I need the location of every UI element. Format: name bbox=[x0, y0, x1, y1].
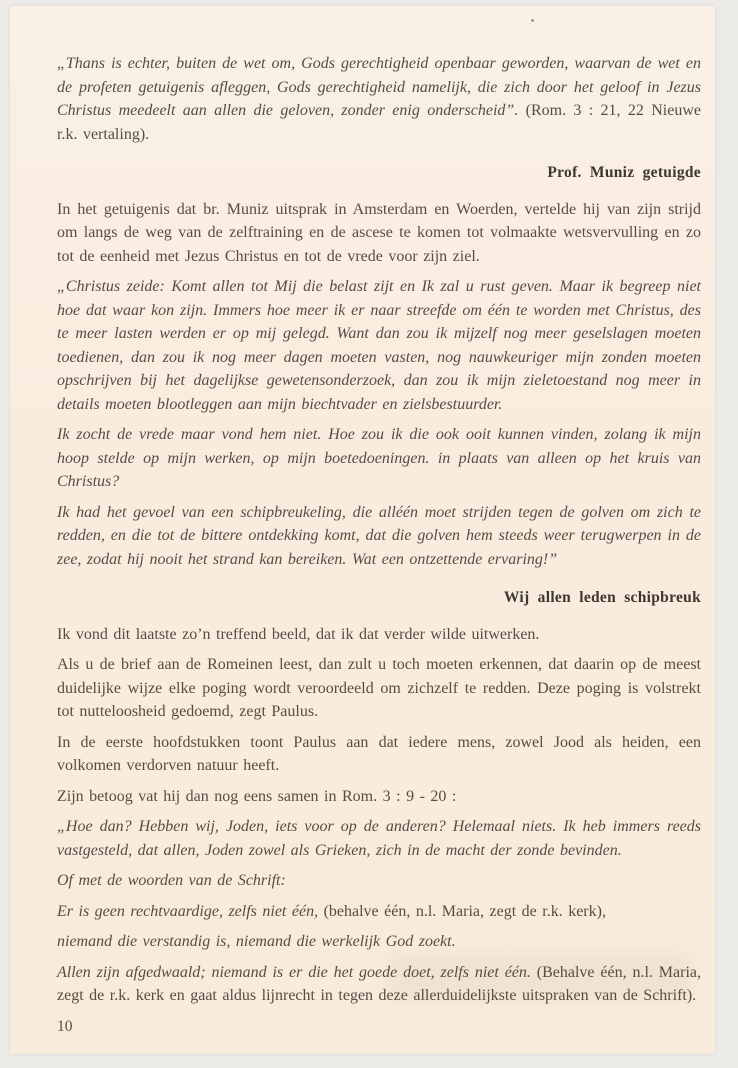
section-heading bbox=[57, 586, 701, 610]
quote-paragraph bbox=[57, 52, 701, 146]
body-paragraph bbox=[57, 731, 701, 778]
roman-text-segment: (Rom. 3 : 21, 22 Nieuwe r.k. vertaling). bbox=[57, 102, 701, 143]
italic-text-segment: niemand die verstandig is, niemand die werkelijk God zoekt. bbox=[57, 933, 456, 950]
scan-speck-artifact bbox=[531, 19, 534, 22]
body-paragraph bbox=[57, 653, 701, 724]
quote-paragraph bbox=[57, 275, 701, 416]
italic-text-segment: „Hoe dan? Hebben wij, Joden, iets voor op de anderen? Helemaal niets. Ik heb immers reeds vastgesteld, dat allen, Joden zowel als Grieken, zich in de macht der zonde bevinden. bbox=[57, 818, 701, 859]
roman-text-segment: Als u de brief aan de Romeinen leest, dan zult u toch moeten erkennen, dat daarin op de meest duidelijke wijze elke poging wordt veroordeeld om zichzelf te redden. Deze poging is volstrekt tot nutteloosheid gedoemd, zegt Paulus. bbox=[57, 656, 701, 720]
italic-text-segment: „Christus zeide: Komt allen tot Mij die belast zijt en Ik zal u rust geven. Maar ik begreep niet hoe dat waar kon zijn. Immers hoe meer ik er naar streefde om één te worden met Christus, des te meer lasten werden er op mij gelegd. Want dan zou ik mijzelf nog meer geselslagen moeten toedienen, dan zou ik nog meer dagen moeten vasten, nog nauwkeuriger mijn zonden moeten opschrijven bij het dagelijkse gewetensonderzoek, dan zou ik mijn zieletoestand nog meer in details moeten blootleggen aan mijn biechtvader en zielsbestuurder. bbox=[57, 278, 701, 413]
page-content bbox=[57, 52, 701, 1045]
italic-text-segment: „Thans is echter, buiten de wet om, Gods gerechtigheid openbaar geworden, waarvan de wet en de profeten getuigenis afleggen, Gods gerechtigheid namelijk, die zich door het geloof in Jezus Christus meedeelt aan allen die geloven, zonder enig onderscheid”. bbox=[57, 55, 701, 119]
quote-paragraph bbox=[57, 501, 701, 572]
quote-paragraph bbox=[57, 961, 701, 1008]
roman-text-segment: Prof. Muniz getuigde bbox=[547, 164, 701, 181]
roman-text-segment: Wij allen leden schipbreuk bbox=[503, 589, 701, 606]
section-heading bbox=[57, 161, 701, 185]
page-number: 10 bbox=[57, 1017, 73, 1035]
italic-text-segment: Ik had het gevoel van een schipbreukeling, die alléén moet strijden tegen de golven om zich te redden, en die tot de bittere ontdekking komt, dat die golven hem steeds weer terugwerpen in de zee, zodat hij nooit het strand kan bereiken. Wat een ontzettende ervaring!” bbox=[57, 503, 701, 568]
italic-text-segment: Ik zocht de vrede maar vond hem niet. Hoe zou ik die ook ooit kunnen vinden, zolang ik mijn hoop stelde op mijn werken, op mijn boetedoeningen. in plaats van alleen op het kruis van Christus? bbox=[57, 426, 701, 490]
quote-paragraph bbox=[57, 423, 701, 494]
body-paragraph bbox=[57, 785, 701, 809]
roman-text-segment: (behalve één, n.l. Maria, zegt de r.k. kerk), bbox=[323, 902, 606, 920]
italic-text-segment: Of met de woorden van de Schrift: bbox=[57, 872, 286, 889]
quote-paragraph bbox=[57, 869, 701, 893]
italic-text-segment: Er is geen rechtvaardige, zelfs niet één, bbox=[57, 902, 324, 920]
quote-paragraph bbox=[57, 900, 701, 924]
roman-text-segment: In de eerste hoofdstukken toont Paulus aan dat iedere mens, zowel Jood als heiden, een volkomen verdorven natuur heeft. bbox=[57, 733, 701, 774]
quote-paragraph bbox=[57, 815, 701, 862]
roman-text-segment: Ik vond dit laatste zo’n treffend beeld, dat ik dat verder wilde uitwerken. bbox=[57, 625, 540, 643]
roman-text-segment: Zijn betoog vat hij dan nog eens samen in Rom. 3 : 9 - 20 : bbox=[57, 787, 457, 805]
roman-text-segment: (Behalve één, n.l. Maria, zegt de r.k. kerk en gaat aldus lijnrecht in tegen deze allerduidelijkste uitspraken van de Schrift). bbox=[57, 963, 701, 1004]
body-paragraph bbox=[57, 198, 701, 269]
italic-text-segment: Allen zijn afgedwaald; niemand is er die het goede doet, zelfs niet één. bbox=[57, 963, 537, 981]
body-paragraph bbox=[57, 623, 701, 647]
scanned-book-page bbox=[10, 6, 715, 1054]
quote-paragraph bbox=[57, 930, 701, 954]
roman-text-segment: In het getuigenis dat br. Muniz uitsprak in Amsterdam en Woerden, vertelde hij van zijn strijd om langs de weg van de zelftraining en de ascese te komen tot volmaakte wetsvervulling en zo tot de eenheid met Jezus Christus en tot de vrede voor zijn ziel. bbox=[57, 200, 701, 265]
